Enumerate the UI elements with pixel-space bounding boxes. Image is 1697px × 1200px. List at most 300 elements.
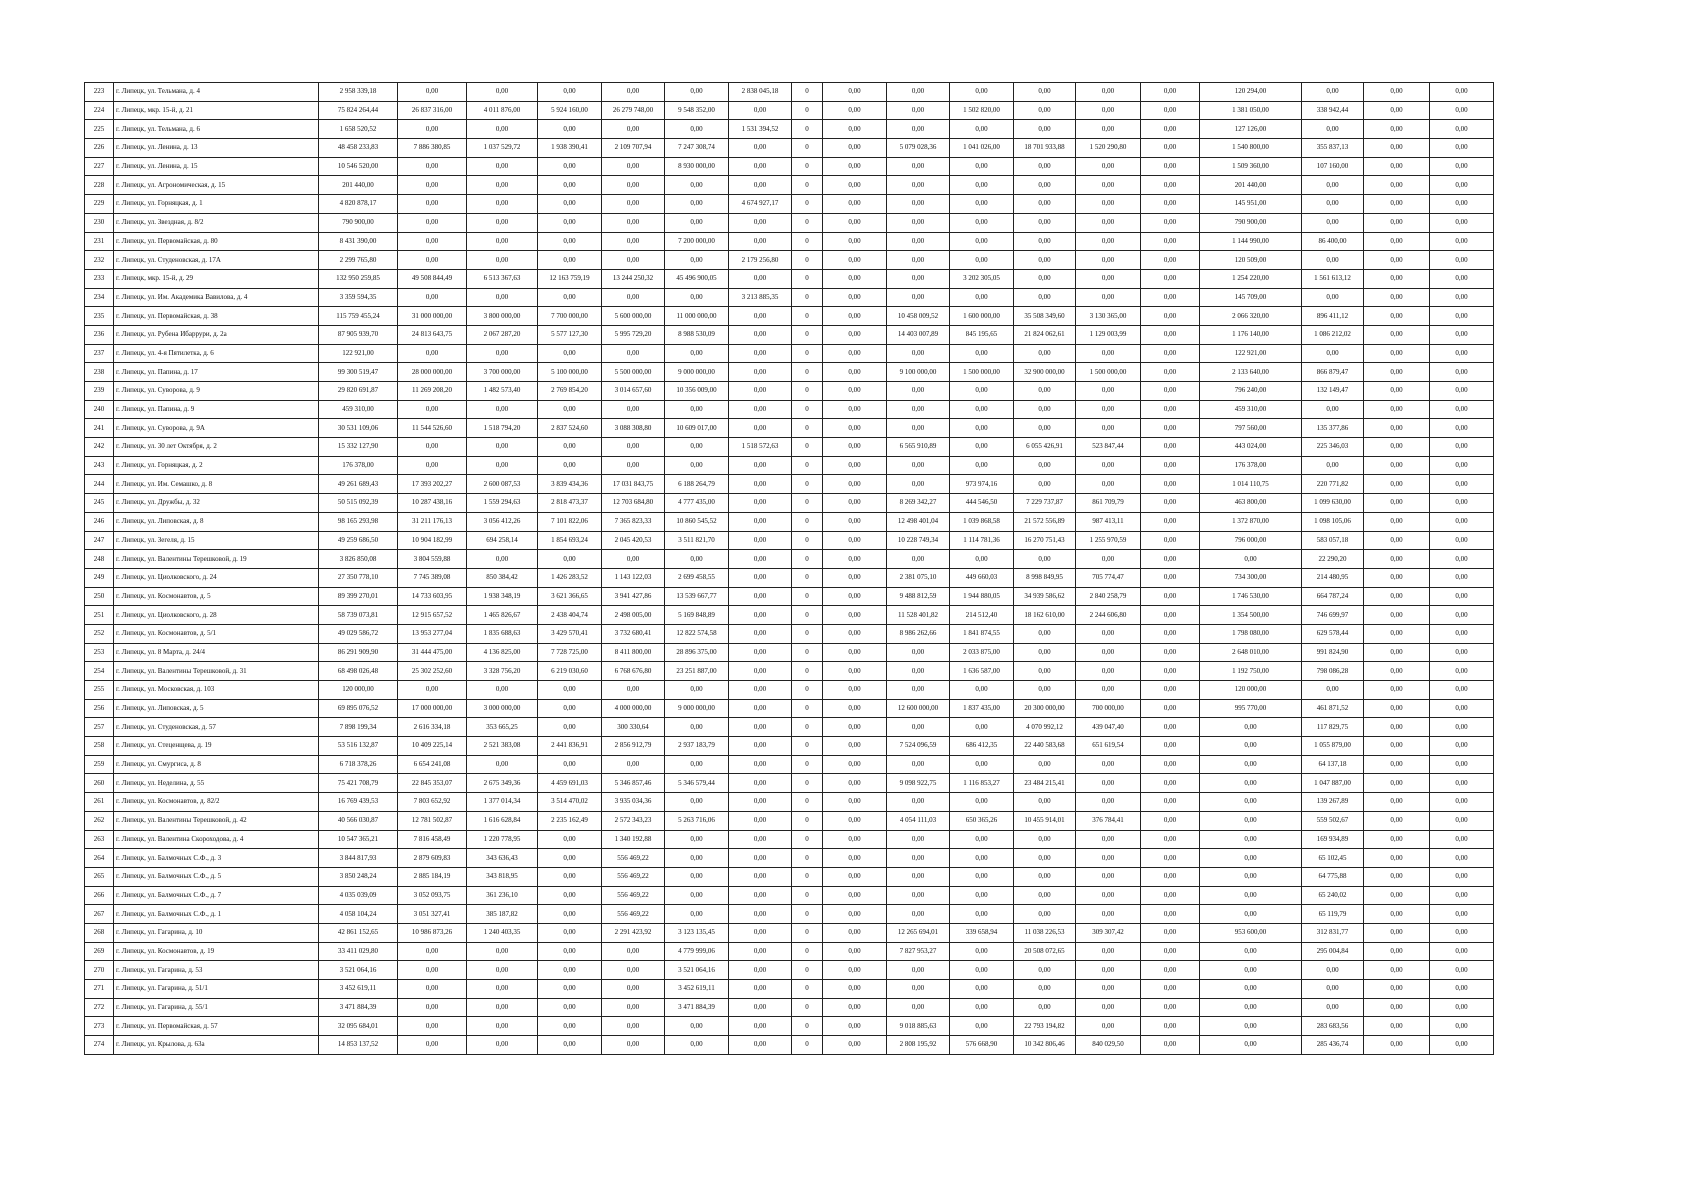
value-cell-3: 3 800 000,00: [467, 307, 538, 326]
value-cell-12: 21 824 062,61: [1014, 325, 1076, 344]
address-cell: г. Липецк, ул. Валентины Терешковой, д. 42: [114, 811, 319, 830]
address-cell: г. Липецк, ул. Им. Академика Вавилова, д. 4: [114, 288, 319, 307]
value-cell-17: 0,00: [1364, 438, 1430, 457]
value-cell-17: 0,00: [1364, 475, 1430, 494]
value-cell-16: 629 578,44: [1302, 624, 1364, 643]
value-cell-8: 0: [792, 905, 823, 924]
value-cell-12: 18 162 610,00: [1014, 606, 1076, 625]
value-cell-13: 0,00: [1076, 213, 1141, 232]
value-cell-9: 0,00: [823, 363, 887, 382]
value-cell-2: 2 616 334,18: [398, 718, 467, 737]
value-cell-2: 10 409 225,14: [398, 737, 467, 756]
value-cell-1: 3 452 619,11: [319, 980, 398, 999]
value-cell-15: 796 240,00: [1200, 382, 1302, 401]
table-row: [85, 531, 1494, 550]
value-cell-5: 2 572 343,23: [602, 811, 665, 830]
value-cell-7: 0,00: [729, 475, 792, 494]
value-cell-6: 0,00: [665, 718, 729, 737]
value-cell-14: 0,00: [1141, 344, 1200, 363]
value-cell-18: 0,00: [1430, 1036, 1494, 1055]
value-cell-2: 14 733 603,95: [398, 587, 467, 606]
value-cell-11: 576 668,90: [950, 1036, 1014, 1055]
value-cell-14: 0,00: [1141, 307, 1200, 326]
value-cell-3: 3 056 412,26: [467, 512, 538, 531]
value-cell-9: 0,00: [823, 531, 887, 550]
value-cell-4: 6 219 030,60: [538, 662, 602, 681]
row-number-cell: 243: [85, 456, 114, 475]
value-cell-2: 3 804 559,88: [398, 550, 467, 569]
value-cell-8: 0: [792, 942, 823, 961]
row-number-cell: 250: [85, 587, 114, 606]
value-cell-16: 0,00: [1302, 120, 1364, 139]
value-cell-8: 0: [792, 830, 823, 849]
value-cell-9: 0,00: [823, 568, 887, 587]
value-cell-3: 343 636,43: [467, 849, 538, 868]
value-cell-8: 0: [792, 139, 823, 158]
value-cell-17: 0,00: [1364, 269, 1430, 288]
table-row: [85, 456, 1494, 475]
value-cell-9: 0,00: [823, 923, 887, 942]
value-cell-12: 0,00: [1014, 251, 1076, 270]
value-cell-14: 0,00: [1141, 699, 1200, 718]
value-cell-13: 0,00: [1076, 176, 1141, 195]
value-cell-12: 0,00: [1014, 269, 1076, 288]
row-number-cell: 249: [85, 568, 114, 587]
value-cell-16: 0,00: [1302, 456, 1364, 475]
value-cell-12: 0,00: [1014, 980, 1076, 999]
value-cell-5: 3 941 427,86: [602, 587, 665, 606]
value-cell-3: 0,00: [467, 176, 538, 195]
value-cell-10: 0,00: [887, 251, 950, 270]
value-cell-6: 3 123 135,45: [665, 923, 729, 942]
value-cell-9: 0,00: [823, 101, 887, 120]
value-cell-7: 0,00: [729, 849, 792, 868]
value-cell-13: 0,00: [1076, 830, 1141, 849]
value-cell-1: 3 471 884,39: [319, 998, 398, 1017]
value-cell-12: 18 701 933,88: [1014, 139, 1076, 158]
value-cell-8: 0: [792, 456, 823, 475]
table-row: [85, 587, 1494, 606]
value-cell-4: 0,00: [538, 886, 602, 905]
value-cell-13: 0,00: [1076, 681, 1141, 700]
value-cell-3: 361 236,10: [467, 886, 538, 905]
value-cell-8: 0: [792, 232, 823, 251]
address-cell: г. Липецк, ул. Дружбы, д. 32: [114, 494, 319, 513]
address-cell: г. Липецк, ул. Горняцкая, д. 1: [114, 195, 319, 214]
value-cell-6: 28 896 375,00: [665, 643, 729, 662]
value-cell-17: 0,00: [1364, 942, 1430, 961]
register-body: [85, 83, 1494, 1055]
value-cell-4: 0,00: [538, 830, 602, 849]
value-cell-7: 4 674 927,17: [729, 195, 792, 214]
value-cell-11: 0,00: [950, 942, 1014, 961]
value-cell-17: 0,00: [1364, 923, 1430, 942]
row-number-cell: 228: [85, 176, 114, 195]
value-cell-12: 0,00: [1014, 643, 1076, 662]
value-cell-11: 1 041 026,00: [950, 139, 1014, 158]
value-cell-15: 145 951,00: [1200, 195, 1302, 214]
value-cell-10: 9 018 885,63: [887, 1017, 950, 1036]
value-cell-17: 0,00: [1364, 737, 1430, 756]
address-cell: г. Липецк, ул. Гагарина, д. 55/1: [114, 998, 319, 1017]
value-cell-6: 0,00: [665, 83, 729, 102]
table-row: [85, 737, 1494, 756]
value-cell-7: 0,00: [729, 830, 792, 849]
address-cell: г. Липецк, ул. Папина, д. 17: [114, 363, 319, 382]
value-cell-1: 99 300 519,47: [319, 363, 398, 382]
value-cell-17: 0,00: [1364, 624, 1430, 643]
value-cell-16: 1 055 879,00: [1302, 737, 1364, 756]
value-cell-10: 10 228 749,34: [887, 531, 950, 550]
value-cell-17: 0,00: [1364, 961, 1430, 980]
address-cell: г. Липецк, ул. Горняцкая, д. 2: [114, 456, 319, 475]
value-cell-3: 1 220 778,95: [467, 830, 538, 849]
value-cell-4: 0,00: [538, 438, 602, 457]
value-cell-12: 0,00: [1014, 905, 1076, 924]
value-cell-11: 1 114 781,36: [950, 531, 1014, 550]
value-cell-9: 0,00: [823, 980, 887, 999]
value-cell-1: 122 921,00: [319, 344, 398, 363]
value-cell-1: 4 035 039,09: [319, 886, 398, 905]
address-cell: г. Липецк, ул. Суворова, д. 9: [114, 382, 319, 401]
value-cell-9: 0,00: [823, 288, 887, 307]
value-cell-12: 7 229 737,87: [1014, 494, 1076, 513]
value-cell-12: 0,00: [1014, 419, 1076, 438]
table-row: [85, 774, 1494, 793]
value-cell-7: 0,00: [729, 382, 792, 401]
value-cell-7: 0,00: [729, 961, 792, 980]
value-cell-10: 8 269 342,27: [887, 494, 950, 513]
value-cell-8: 0: [792, 438, 823, 457]
value-cell-12: 0,00: [1014, 998, 1076, 1017]
value-cell-11: 1 600 000,00: [950, 307, 1014, 326]
table-row: [85, 699, 1494, 718]
value-cell-2: 6 654 241,08: [398, 755, 467, 774]
value-cell-9: 0,00: [823, 662, 887, 681]
value-cell-15: 796 000,00: [1200, 531, 1302, 550]
value-cell-8: 0: [792, 251, 823, 270]
value-cell-3: 0,00: [467, 550, 538, 569]
value-cell-17: 0,00: [1364, 830, 1430, 849]
value-cell-12: 0,00: [1014, 400, 1076, 419]
address-cell: г. Липецк, ул. Гагарина, д. 53: [114, 961, 319, 980]
value-cell-16: 1 099 630,00: [1302, 494, 1364, 513]
value-cell-11: 0,00: [950, 213, 1014, 232]
value-cell-11: 0,00: [950, 456, 1014, 475]
value-cell-6: 0,00: [665, 681, 729, 700]
value-cell-6: 0,00: [665, 886, 729, 905]
value-cell-5: 0,00: [602, 755, 665, 774]
value-cell-2: 0,00: [398, 681, 467, 700]
value-cell-4: 0,00: [538, 400, 602, 419]
value-cell-8: 0: [792, 120, 823, 139]
value-cell-7: 0,00: [729, 550, 792, 569]
value-cell-13: 700 000,00: [1076, 699, 1141, 718]
value-cell-12: 20 508 072,65: [1014, 942, 1076, 961]
value-cell-5: 3 732 680,41: [602, 624, 665, 643]
address-cell: г. Липецк, ул. 8 Марта, д. 24/4: [114, 643, 319, 662]
row-number-cell: 236: [85, 325, 114, 344]
value-cell-9: 0,00: [823, 886, 887, 905]
value-cell-4: 0,00: [538, 681, 602, 700]
value-cell-7: 0,00: [729, 606, 792, 625]
value-cell-8: 0: [792, 494, 823, 513]
address-cell: г. Липецк, ул. Валентина Скороходова, д. 4: [114, 830, 319, 849]
value-cell-5: 0,00: [602, 998, 665, 1017]
value-cell-16: 1 047 887,00: [1302, 774, 1364, 793]
value-cell-9: 0,00: [823, 139, 887, 158]
value-cell-18: 0,00: [1430, 587, 1494, 606]
value-cell-1: 53 516 132,87: [319, 737, 398, 756]
value-cell-16: 0,00: [1302, 251, 1364, 270]
row-number-cell: 248: [85, 550, 114, 569]
value-cell-16: 866 879,47: [1302, 363, 1364, 382]
value-cell-18: 0,00: [1430, 101, 1494, 120]
value-cell-2: 31 444 475,00: [398, 643, 467, 662]
value-cell-1: 1 658 520,52: [319, 120, 398, 139]
value-cell-13: 0,00: [1076, 774, 1141, 793]
value-cell-14: 0,00: [1141, 83, 1200, 102]
value-cell-15: 2 133 640,00: [1200, 363, 1302, 382]
value-cell-14: 0,00: [1141, 232, 1200, 251]
value-cell-6: 23 251 887,00: [665, 662, 729, 681]
value-cell-13: 0,00: [1076, 83, 1141, 102]
value-cell-6: 9 548 352,00: [665, 101, 729, 120]
value-cell-4: 0,00: [538, 550, 602, 569]
value-cell-15: 1 381 050,00: [1200, 101, 1302, 120]
value-cell-15: 1 254 220,00: [1200, 269, 1302, 288]
value-cell-7: 0,00: [729, 793, 792, 812]
value-cell-9: 0,00: [823, 793, 887, 812]
value-cell-6: 0,00: [665, 344, 729, 363]
value-cell-10: 14 403 007,89: [887, 325, 950, 344]
address-cell: г. Липецк, ул. Космонавтов, д. 19: [114, 942, 319, 961]
value-cell-9: 0,00: [823, 849, 887, 868]
value-cell-8: 0: [792, 363, 823, 382]
value-cell-8: 0: [792, 512, 823, 531]
value-cell-16: 461 871,52: [1302, 699, 1364, 718]
value-cell-1: 3 844 817,93: [319, 849, 398, 868]
value-cell-1: 15 332 127,90: [319, 438, 398, 457]
value-cell-13: 0,00: [1076, 961, 1141, 980]
value-cell-9: 0,00: [823, 195, 887, 214]
value-cell-17: 0,00: [1364, 550, 1430, 569]
value-cell-6: 5 169 848,89: [665, 606, 729, 625]
value-cell-6: 2 699 458,55: [665, 568, 729, 587]
value-cell-2: 17 393 202,27: [398, 475, 467, 494]
value-cell-12: 0,00: [1014, 120, 1076, 139]
value-cell-10: 12 265 694,01: [887, 923, 950, 942]
table-row: [85, 139, 1494, 158]
address-cell: г. Липецк, ул. Первомайская, д. 38: [114, 307, 319, 326]
value-cell-10: 2 381 075,10: [887, 568, 950, 587]
table-row: [85, 251, 1494, 270]
value-cell-17: 0,00: [1364, 363, 1430, 382]
value-cell-12: 0,00: [1014, 886, 1076, 905]
value-cell-6: 7 247 308,74: [665, 139, 729, 158]
value-cell-18: 0,00: [1430, 232, 1494, 251]
value-cell-13: 0,00: [1076, 344, 1141, 363]
value-cell-17: 0,00: [1364, 139, 1430, 158]
value-cell-10: 8 986 262,66: [887, 624, 950, 643]
value-cell-14: 0,00: [1141, 419, 1200, 438]
value-cell-6: 8 988 530,09: [665, 325, 729, 344]
value-cell-17: 0,00: [1364, 157, 1430, 176]
value-cell-5: 6 768 676,80: [602, 662, 665, 681]
value-cell-9: 0,00: [823, 699, 887, 718]
value-cell-12: 10 455 914,01: [1014, 811, 1076, 830]
value-cell-8: 0: [792, 643, 823, 662]
value-cell-13: 1 520 290,80: [1076, 139, 1141, 158]
value-cell-5: 0,00: [602, 344, 665, 363]
value-cell-18: 0,00: [1430, 774, 1494, 793]
value-cell-16: 65 240,02: [1302, 886, 1364, 905]
value-cell-8: 0: [792, 288, 823, 307]
value-cell-11: 449 660,03: [950, 568, 1014, 587]
value-cell-14: 0,00: [1141, 811, 1200, 830]
row-number-cell: 258: [85, 737, 114, 756]
value-cell-17: 0,00: [1364, 643, 1430, 662]
value-cell-6: 0,00: [665, 120, 729, 139]
value-cell-10: 0,00: [887, 681, 950, 700]
value-cell-5: 2 291 423,92: [602, 923, 665, 942]
table-row: [85, 325, 1494, 344]
value-cell-11: 1 500 000,00: [950, 363, 1014, 382]
value-cell-17: 0,00: [1364, 176, 1430, 195]
value-cell-18: 0,00: [1430, 512, 1494, 531]
value-cell-8: 0: [792, 382, 823, 401]
value-cell-4: 5 924 160,00: [538, 101, 602, 120]
value-cell-10: 0,00: [887, 475, 950, 494]
value-cell-10: 9 098 922,75: [887, 774, 950, 793]
value-cell-8: 0: [792, 344, 823, 363]
value-cell-15: 0,00: [1200, 550, 1302, 569]
value-cell-3: 2 675 349,36: [467, 774, 538, 793]
row-number-cell: 266: [85, 886, 114, 905]
value-cell-10: 0,00: [887, 755, 950, 774]
value-cell-3: 6 513 367,63: [467, 269, 538, 288]
value-cell-18: 0,00: [1430, 998, 1494, 1017]
value-cell-10: 0,00: [887, 718, 950, 737]
value-cell-18: 0,00: [1430, 120, 1494, 139]
value-cell-11: 845 195,65: [950, 325, 1014, 344]
address-cell: г. Липецк, ул. Космонавтов, д. 5: [114, 587, 319, 606]
value-cell-18: 0,00: [1430, 942, 1494, 961]
value-cell-15: 201 440,00: [1200, 176, 1302, 195]
value-cell-9: 0,00: [823, 867, 887, 886]
value-cell-5: 0,00: [602, 213, 665, 232]
value-cell-17: 0,00: [1364, 195, 1430, 214]
value-cell-4: 4 459 691,03: [538, 774, 602, 793]
value-cell-10: 0,00: [887, 998, 950, 1017]
value-cell-15: 1 192 750,00: [1200, 662, 1302, 681]
value-cell-6: 0,00: [665, 400, 729, 419]
value-cell-3: 0,00: [467, 998, 538, 1017]
address-cell: г. Липецк, ул. Им. Семашко, д. 8: [114, 475, 319, 494]
value-cell-12: 0,00: [1014, 344, 1076, 363]
value-cell-17: 0,00: [1364, 662, 1430, 681]
value-cell-2: 7 745 389,08: [398, 568, 467, 587]
value-cell-16: 295 004,84: [1302, 942, 1364, 961]
value-cell-16: 0,00: [1302, 400, 1364, 419]
value-cell-3: 0,00: [467, 344, 538, 363]
value-cell-18: 0,00: [1430, 325, 1494, 344]
value-cell-16: 559 502,67: [1302, 811, 1364, 830]
row-number-cell: 252: [85, 624, 114, 643]
value-cell-2: 0,00: [398, 1017, 467, 1036]
value-cell-8: 0: [792, 849, 823, 868]
value-cell-2: 10 986 873,26: [398, 923, 467, 942]
value-cell-12: 0,00: [1014, 849, 1076, 868]
value-cell-4: 0,00: [538, 232, 602, 251]
value-cell-17: 0,00: [1364, 382, 1430, 401]
value-cell-6: 0,00: [665, 195, 729, 214]
value-cell-11: 0,00: [950, 980, 1014, 999]
address-cell: г. Липецк, ул. Тельмана, д. 4: [114, 83, 319, 102]
value-cell-3: 1 518 794,20: [467, 419, 538, 438]
value-cell-5: 0,00: [602, 232, 665, 251]
value-cell-6: 5 263 716,06: [665, 811, 729, 830]
value-cell-15: 790 900,00: [1200, 213, 1302, 232]
value-cell-6: 3 521 064,16: [665, 961, 729, 980]
value-cell-14: 0,00: [1141, 624, 1200, 643]
value-cell-13: 0,00: [1076, 643, 1141, 662]
value-cell-12: 0,00: [1014, 662, 1076, 681]
value-cell-6: 13 539 667,77: [665, 587, 729, 606]
table-row: [85, 980, 1494, 999]
value-cell-17: 0,00: [1364, 83, 1430, 102]
value-cell-8: 0: [792, 755, 823, 774]
row-number-cell: 259: [85, 755, 114, 774]
table-row: [85, 793, 1494, 812]
value-cell-8: 0: [792, 774, 823, 793]
value-cell-15: 1 509 360,00: [1200, 157, 1302, 176]
value-cell-5: 12 703 684,80: [602, 494, 665, 513]
value-cell-4: 0,00: [538, 699, 602, 718]
value-cell-5: 556 469,22: [602, 905, 665, 924]
value-cell-18: 0,00: [1430, 886, 1494, 905]
value-cell-15: 122 921,00: [1200, 344, 1302, 363]
value-cell-14: 0,00: [1141, 905, 1200, 924]
value-cell-9: 0,00: [823, 606, 887, 625]
value-cell-12: 20 300 000,00: [1014, 699, 1076, 718]
value-cell-16: 0,00: [1302, 195, 1364, 214]
value-cell-5: 0,00: [602, 251, 665, 270]
value-cell-14: 0,00: [1141, 568, 1200, 587]
value-cell-13: 0,00: [1076, 120, 1141, 139]
value-cell-9: 0,00: [823, 998, 887, 1017]
value-cell-16: 1 561 613,12: [1302, 269, 1364, 288]
table-row: [85, 811, 1494, 830]
value-cell-4: 7 700 000,00: [538, 307, 602, 326]
value-cell-6: 0,00: [665, 456, 729, 475]
value-cell-6: 0,00: [665, 213, 729, 232]
value-cell-2: 0,00: [398, 176, 467, 195]
value-cell-18: 0,00: [1430, 737, 1494, 756]
value-cell-17: 0,00: [1364, 886, 1430, 905]
value-cell-16: 225 346,03: [1302, 438, 1364, 457]
value-cell-8: 0: [792, 83, 823, 102]
table-row: [85, 998, 1494, 1017]
value-cell-15: 127 126,00: [1200, 120, 1302, 139]
value-cell-17: 0,00: [1364, 531, 1430, 550]
table-row: [85, 681, 1494, 700]
value-cell-7: 0,00: [729, 587, 792, 606]
value-cell-9: 0,00: [823, 83, 887, 102]
value-cell-7: 3 213 885,35: [729, 288, 792, 307]
value-cell-14: 0,00: [1141, 681, 1200, 700]
table-row: [85, 101, 1494, 120]
